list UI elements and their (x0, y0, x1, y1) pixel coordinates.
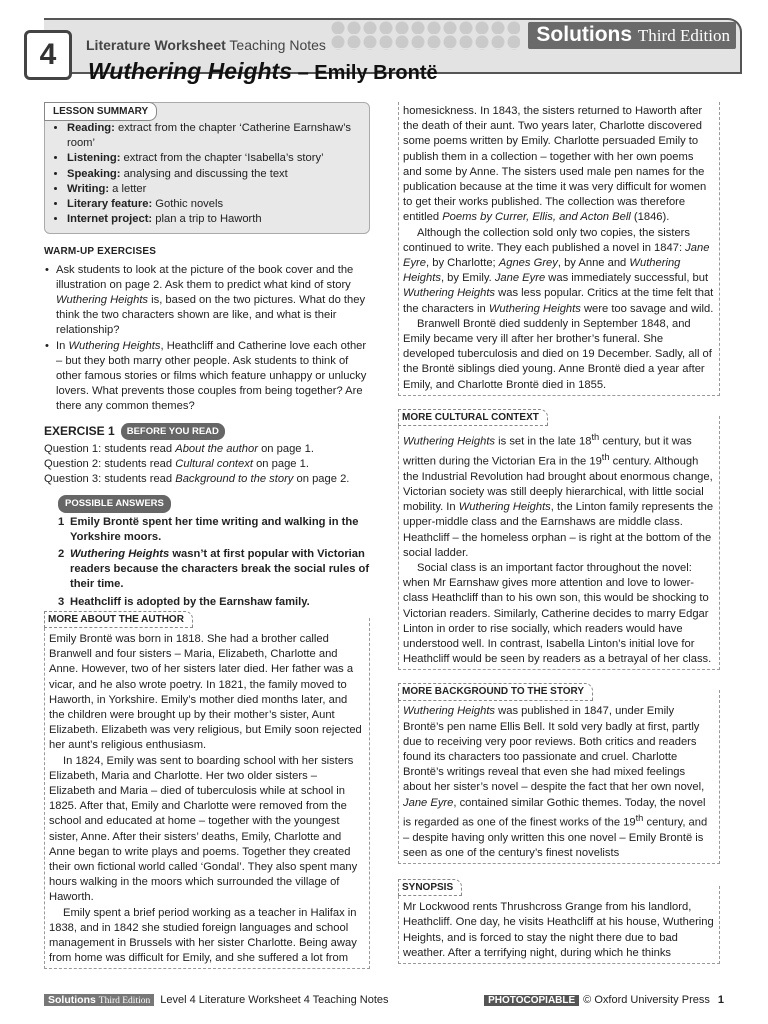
right-column (398, 102, 720, 964)
lesson-summary-box (44, 102, 370, 234)
footer-right (484, 994, 724, 1006)
answers-list (44, 515, 370, 610)
footer-level: Level 4 Literature Worksheet 4 Teaching Notes (160, 994, 389, 1006)
list-item: • Literary feature: Gothic novels (67, 197, 361, 212)
list-item: • Writing: a letter (67, 182, 361, 197)
worksheet-label: Literature Worksheet Teaching Notes (86, 37, 326, 53)
author-box-continued (398, 102, 720, 396)
paragraph: Although the collection sold only two copies, the sisters continued to write. They each published a novel in 1847: Jane Eyre, by Charlotte; Agnes Grey, by Anne and Wuthering Heights, by Emily. Jane Eyre was immediately successful, but Wuthering Heights was less popular. Critics at the time felt that the characters in Wuthering Heights were too savage and wild. (403, 226, 714, 315)
unit-number: 4 (24, 30, 72, 80)
header-pattern (330, 20, 520, 50)
footer-brand: Solutions Third Edition (44, 994, 154, 1006)
lesson-summary-list (53, 121, 361, 227)
list-item: • Ask students to look at the picture of the book cover and the illustration on page 2. Ask them to predict what kind of story Wuthering Heights is, based on the two pictures. What do they think the two characters shown are like, and what is their relationship? (56, 263, 370, 339)
background-box (398, 686, 720, 864)
paragraph: Social class is an important factor throughout the novel: when Mr Earnshaw gives more attention and love to lower-class Heathcliff than to his own son, this would be shocking to Victorian readers. Similarly, Catherine decides to marry Edgar Linton in order to rise socially, which readers would have understood well. In contrast, Isabella Linton’s initial love for Heathcliff would be seen by readers as a betrayal of her class. (403, 561, 712, 666)
brand-logo: Solutions Third Edition (528, 22, 736, 49)
possible-answers-badge: POSSIBLE ANSWERS (58, 495, 171, 512)
list-item: 3 Heathcliff is adopted by the Earnshaw family. (58, 595, 310, 608)
list-item: • Reading: extract from the chapter ‘Catherine Earnshaw’s room’ (67, 121, 361, 151)
paragraph: Emily spent a brief period working as a teacher in Halifax in 1838, and in 1842 she studied foreign languages and school management in Brussels with her sister Charlotte. Being away from home was difficult for Emily, and she suffered a lot from (49, 906, 357, 965)
left-column (44, 102, 370, 969)
paragraph: Branwell Brontë died suddenly in September 1848, and Emily became very ill after her brother’s funeral. She developed tuberculosis and died on 19 December. Sadly, all of the Brontë siblings died young. Anne Brontë died a year after Emily, and Charlotte Brontë died in 1855. (403, 317, 712, 391)
paragraph: Mr Lockwood rents Thrushcross Grange from his landlord, Heathcliff. One day, he visits Heathcliff at his house, Wuthering Heights, and is forced to stay the night there due to bad weather. After a terrifying night, during which he thinks (403, 901, 714, 959)
warmup-list (44, 263, 370, 415)
paragraph: homesickness. In 1843, the sisters returned to Haworth after the death of their aunt. Two years later, Charlotte discovered some poems written by Emily. Charlotte persuaded Emily to publish them in a collection – together with her own poems and some by Anne. The sisters used male pen names for the publication because at the time it was very difficult for women to get their works published. The collection was therefore entitled Poems by Currer, Ellis, and Acton Bell (1846). (403, 105, 707, 224)
paragraph: Emily Brontë was born in 1818. She had a brother called Branwell and four sisters – Maria, Elizabeth, Charlotte and Anne. However, two of her sisters later died. Her father was a vicar, and he also wrote poetry. In 1821, the family moved to Haworth, in Yorkshire. Emily’s mother died months later, and the children were brought up by their mother’s sister, Aunt Elizabeth. Elizabeth was very religious, but Emily soon rejected her aunt’s religious enthusiasm. (49, 632, 362, 752)
footer (44, 994, 724, 1006)
list-item: • Internet project: plan a trip to Haworth (67, 212, 361, 227)
cultural-context-tag: MORE CULTURAL CONTEXT (398, 409, 548, 426)
lesson-summary-tag: LESSON SUMMARY (44, 102, 157, 121)
question-line: Question 3: students read Background to the story on page 2. (44, 473, 350, 486)
photocopiable-badge: PHOTOCOPIABLE (484, 995, 579, 1006)
page-number: 1 (717, 994, 724, 1006)
paragraph: In 1824, Emily was sent to boarding school with her sisters Elizabeth, Maria and Charlotte. Her two older sisters – Elizabeth and Maria – died of tuberculosis while at school in 1825. After that, Emily and Charlotte were removed from the school and educated at home – together with the youngest sister, Anne. After their sisters’ deaths, Emily, Charlotte and Anne began to write plays and poems. Together they created their own fictional world called ‘Gondal’. They also spent many hours walking in the moors which surrounded the village of Haworth. (49, 754, 358, 904)
paragraph: Wuthering Heights was published in 1847, under Emily Brontë’s pen name Ellis Bell. It sold very badly at first, partly due to receiving very poor reviews. Both critics and readers found its characters too passionate and cruel. Charlotte Brontë’s writings reveal that even she had mixed feelings about her sister’s novel – despite the fact that her own novel, Jane Eyre, contained similar Gothic themes. Today, the novel is regarded as one of the finest works of the 19th century, and – despite having only written this one novel – Emily Brontë is seen as one of the century’s finest novelists (403, 705, 708, 859)
author-box (44, 613, 370, 969)
list-item: • Listening: extract from the chapter ‘Isabella’s story’ (67, 151, 361, 166)
page-title: Wuthering Heights – Emily Brontë (88, 58, 438, 84)
warmup-heading: WARM-UP EXERCISES (44, 246, 157, 258)
list-item: 1 Emily Brontë spent her time writing and walking in the Yorkshire moors. (58, 515, 359, 543)
list-item: • In Wuthering Heights, Heathcliff and Catherine love each other – but they both marry other people. Ask students to think of other famous stories or films which feature unhappy or unlucky lovers. What prevents those couples from being together? Are there any common themes? (56, 339, 370, 415)
list-item: • Speaking: analysing and discussing the text (67, 167, 361, 182)
author-box-tag: MORE ABOUT THE AUTHOR (44, 611, 193, 628)
copyright: © Oxford University Press (583, 994, 710, 1006)
list-item: 2 Wuthering Heights wasn’t at first popular with Victorian readers because the characters break the social rules of their time. (58, 548, 370, 591)
synopsis-box (398, 882, 720, 964)
before-you-read-badge: BEFORE YOU READ (121, 423, 225, 440)
exercise1-heading: EXERCISE 1 BEFORE YOU READ (44, 423, 370, 440)
question-line: Question 2: students read Cultural context on page 1. (44, 458, 309, 471)
question-line: Question 1: students read About the author on page 1. (44, 442, 314, 455)
paragraph: Wuthering Heights is set in the late 18th century, but it was written during the Victorian Era in the 19th century. Although the Industrial Revolution had brought about enormous change, Victorian society was still deeply hierarchical, with little social mobility. In Wuthering Heights, the Linton family represents the upper-middle class and the Earnshaws are middle class. Heathcliff – the homeless orphan – is right at the bottom of the social ladder. (403, 431, 714, 559)
background-tag: MORE BACKGROUND TO THE STORY (398, 683, 593, 700)
cultural-context-box (398, 411, 720, 671)
synopsis-tag: SYNOPSIS (398, 879, 462, 896)
